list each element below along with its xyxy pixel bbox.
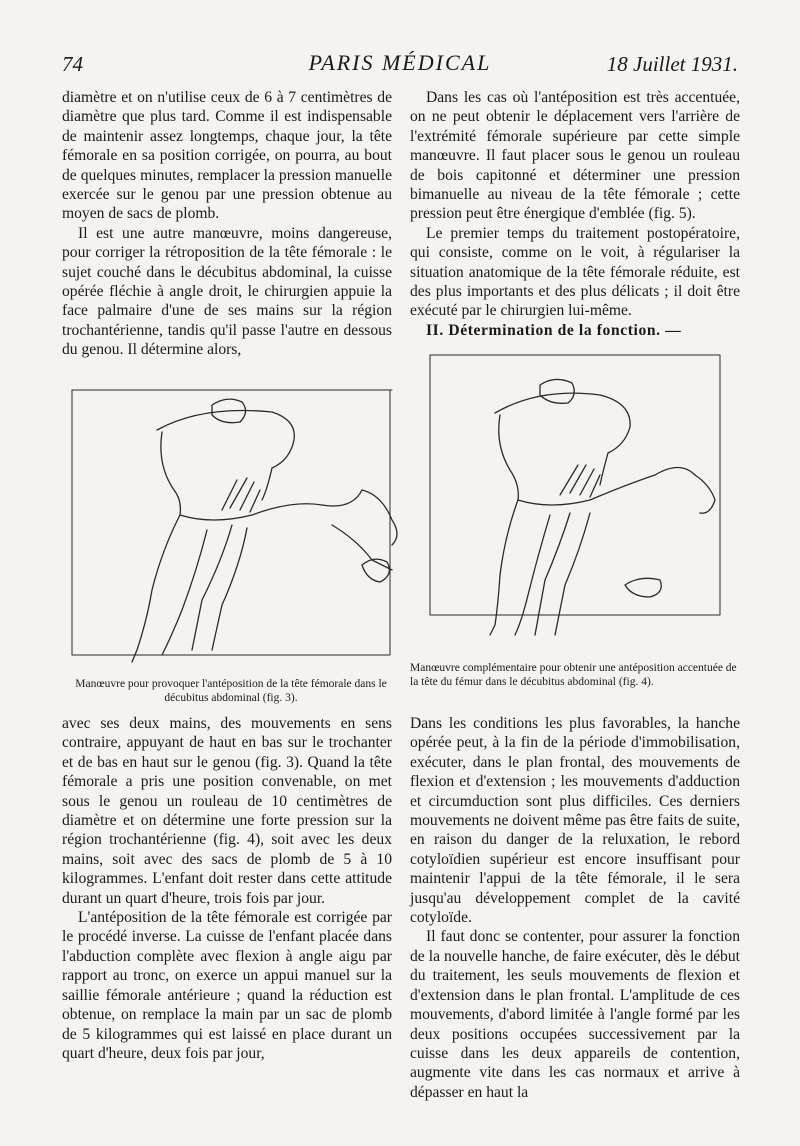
issue-date: 18 Juillet 1931. <box>606 52 738 76</box>
lifted-leg <box>362 490 397 545</box>
back-right-outline <box>262 468 272 500</box>
journal-title: PARIS MÉDICAL <box>308 50 492 75</box>
left-column-bottom <box>62 714 392 1063</box>
hip-line <box>518 468 695 506</box>
table-outline <box>72 390 390 655</box>
hip-line <box>180 490 362 520</box>
paragraph: Dans les conditions les plus favorables, la hanche opérée peut, à la fin de la période d'immobilisation, exécuter, dans le plan frontal, des mouvements de flexion et d'extension ; les mouvements d'adduction et circumduction sont plus difficiles. Ces derniers mouvements ne doivent même pas être faits de suite, en raison du danger de la reluxation, le rebord cotyloïdien supérieur est encore insuffisant pour maintenir l'appui de la tête fémorale, il le sera jusqu'au développement complet de la cavité cotyloïde. <box>410 715 740 927</box>
figure-4-illustration <box>410 335 740 655</box>
paragraph: Le premier temps du traitement postopératoire, qui consiste, comme on le voit, à régulariser la situation anatomique de la tête fémorale réduite, est des plus importants et des plus délicats ; il doit être exécuté par le chirurgien lui-même. <box>410 224 740 320</box>
back-right-outline <box>600 453 608 485</box>
surgeon-arm-2 <box>555 513 590 635</box>
surgeon-arm <box>192 525 232 650</box>
hands-on-hip <box>560 465 600 497</box>
knee-roll <box>625 578 661 597</box>
paragraph: Il est une autre manœuvre, moins dangereuse, pour corriger la rétroposition de la tête fémorale : le sujet couché dans le décubitus abdominal, la cuisse opérée fléchie à angle droit, le chirurgien appuie la face palmaire d'une de ses mains sur la région trochantérienne, tandis qu'il passe l'autre en dessous du genou. Il détermine alors, <box>62 224 392 359</box>
inner-leg-outline <box>162 530 207 655</box>
surgeon-arm-2 <box>212 528 247 650</box>
back-left-outline <box>499 415 519 500</box>
figure-3-illustration <box>62 350 400 670</box>
paragraph: Dans les cas où l'antéposition est très accentuée, on ne peut obtenir le déplacement vers l'arrière de l'extrémité fémorale supérieure par cette simple manœuvre. Il faut placer sous le genou un rouleau de bois capitonné et déterminer une pression bimanuelle au niveau de la tête fémorale ; cette pression peut être énergique d'emblée (fig. 5). <box>410 89 740 223</box>
paragraph: avec ses deux mains, des mouvements en sens contraire, appuyant de haut en bas sur le trochanter et de bas en haut sur le genou (fig. 3). Quand la tête fémorale a pris une position convenable, on met sous le genou un rouleau de 10 centimètres de diamètre et on détermine une forte pression sur la région trochantérienne (fig. 4), soit avec les deux mains, soit avec des sacs de plomb de 5 à 10 kilogrammes. L'enfant doit rester dans cette attitude durant un quart d'heure, trois fois par jour. <box>62 715 392 907</box>
right-column-top <box>410 88 740 340</box>
lifted-leg <box>695 475 715 513</box>
page-header <box>62 48 738 80</box>
section-heading-text: II. Détermination de la fonction. — <box>426 321 682 339</box>
surgeon-arm <box>535 513 570 635</box>
figure-3-caption: Manœuvre pour provoquer l'antéposition de la tête fémorale dans le décubitus abdominal (fig. 3). <box>75 678 387 704</box>
paragraph: L'antéposition de la tête fémorale est corrigée par le procédé inverse. La cuisse de l'enfant placée dans l'abduction complète avec flexion à angle aigu par rapport au tronc, on exerce un appui manuel sur la saillie fémorale antérieure ; quand la réduction est obtenue, on remplace la main par un sac de plomb de 5 kilogrammes qui est laissé en place durant un quart d'heure, deux fois par jour, <box>62 909 392 1062</box>
surgeon-forearm <box>332 525 392 570</box>
paragraph: diamètre et on n'utilise ceux de 6 à 7 centimètres de diamètre que plus tard. Comme il est indispensable de maintenir assez longtemps, chaque jour, la tête fémorale en sa position corrigée, on pourra, au bout de quelques minutes, remplacer la pression manuelle exercée sur le genou par une pression obtenue au moyen de sacs de plomb. <box>62 89 392 223</box>
page-number: 74 <box>62 52 83 76</box>
left-column-top <box>62 88 392 360</box>
hand-on-hip <box>222 478 260 512</box>
left-leg-outline <box>132 515 180 662</box>
right-column-bottom <box>410 714 740 1102</box>
inner-leg-outline <box>515 515 550 635</box>
back-left-outline <box>161 432 181 515</box>
paragraph: Il faut donc se contenter, pour assurer la fonction de la nouvelle hanche, de faire exécuter, dès le début du traitement, les seuls mouvements de flexion et d'extension dans le plan frontal. L'amplitude de ces mouvements, d'abord limitée à l'angle formé par les deux positions occupées successivement par la cuisse dans les deux appareils de contention, augmente vite dans les cas normaux et arrive à dépasser en haut la <box>410 928 740 1101</box>
figure-4-caption: Manœuvre complémentaire pour obtenir une antéposition accentuée de la tête du fémur dans le décubitus abdominal (fig. 4). <box>410 662 737 688</box>
shoulders-outline <box>495 393 630 453</box>
head-outline <box>540 379 574 403</box>
shoulders-outline <box>157 410 294 468</box>
